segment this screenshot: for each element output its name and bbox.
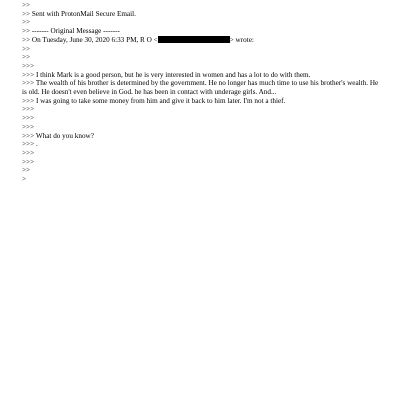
quote-line: >> [22, 166, 31, 175]
quote-line: >>> [22, 157, 35, 166]
quote-line: >>> [22, 114, 35, 123]
quote-line: >>> [22, 61, 35, 70]
quote-line: >> [22, 53, 31, 62]
quote-line: > [22, 175, 27, 184]
quote-line: >>> The wealth of his brother is determined by the government. He no longer has much time to use his brother's wealth. He is old. He doesn't even believe in God. he has been in contact with underage girls. And... [22, 79, 379, 97]
quote-line: >>> What do you know? [22, 131, 94, 140]
quote-line: >>> . [22, 140, 38, 149]
quote-line: >>> [22, 148, 35, 157]
redaction-bar [158, 36, 230, 43]
reply-header-line [22, 36, 382, 45]
quote-line: >> [22, 44, 31, 53]
quote-line: >> [22, 18, 31, 27]
quote-line: >> ------- Original Message ------- [22, 27, 120, 36]
quote-line: >> [22, 1, 31, 9]
email-body [22, 1, 382, 184]
quote-line: >> Sent with ProtonMail Secure Email. [22, 9, 136, 18]
reply-header-suffix: > wrote: [229, 35, 254, 44]
quote-line: >>> I think Mark is a good person, but he is very interested in women and has a lot to do with them. [22, 70, 311, 79]
quote-line: >>> [22, 122, 35, 131]
reply-header-prefix: >> On Tuesday, June 30, 2020 6:33 PM, R O < [22, 35, 158, 44]
quote-line: >>> I was going to take some money from him and give it back to him later. I'm not a thief. [22, 96, 286, 105]
quote-line: >>> [22, 105, 35, 114]
